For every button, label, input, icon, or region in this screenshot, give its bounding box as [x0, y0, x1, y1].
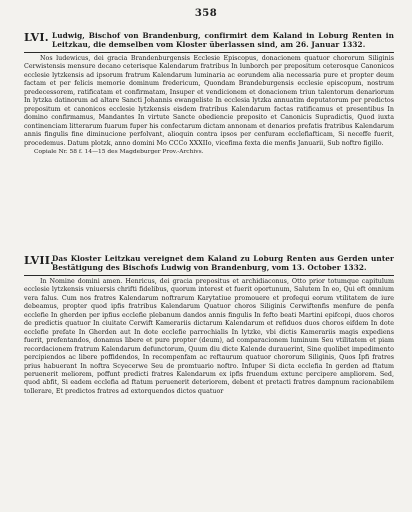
page-number: 358 — [194, 8, 218, 19]
charter-body: In Nomine domini amen. Henricus, dei gracia prepositus et archidiaconus, Otto prior totumque capitulum ecclesie lytzkensis vniuersis chrifti fidelibus, quorum interest et fuerit oportunum, Salutem In eo, Qui eft omnium vera falus. Cum nos fratres Kalendarum noftrarum Karytatiue promouere et profequi eorum vtilitatem de iure debeamus, propter quod ipfis fratribus Kalendarum Quatuor choros Siliginis Cerwiftenfis menfure de penfa ecclefie In gherden per ipfius ecclefie plebanum dandos annis fingulis In fefto beati Martini epifcopi, duos choros de predictis quatuor In ciuitate Cerwift Kamerariis dictarum Kalendarum et refiduos duos choros eifdem In dote ecclefie prefate In Gherden aut In dote ecclefie parrochialis In lytzke, vbi dictis Kamerariis magis expediens fuerit, prefentandos, donamus libere et pure propter (deum), ad comparacionem luminum Seu vtilitatem et piam recordacionem fratrum Kalendarum defunctorum, Quum diu dicte Kalende durauerint, Sine quolibet impedimento percipiendos ac libere poffidendos, In recompenfam ac reftaurum quatuor chororum Siliginis, Quos Ipfi fratres prius habuerant In noftra Scyecerwe Seu de promtuario noftro. Infuper Si dicta ecclefia In gerden ad ftatum peruenerit meliorem, poffunt predicti fratres Kalendarum ex ipfis fruendum extunc percipere ampliorem. Sed, quod abfit, Si eadem ecclefia ad ftatum peruenerit deteriorem, debent et pretacti fratres dampnum racionabilem tollerare, Et predictos fratres ad extorquendos dictos quatuor — [24, 278, 394, 395]
divider — [24, 275, 394, 276]
charter-lvii — [24, 254, 394, 396]
charter-heading: Ludwig, Bischof von Brandenburg, confirmirt dem Kaland in Loburg Renten in Leitzkau, die demselben vom Kloster überlassen sind, am 26. Januar 1332. — [52, 31, 394, 49]
source-citation: Copiale Nr. 58 f. 14—15 des Magdeburger Prov.-Archivs. — [34, 148, 204, 155]
charter-heading: Das Kloster Leitzkau vereignet dem Kaland zu Loburg Renten aus Gerden unter Bestätigung des Bischofs Ludwig von Brandenburg, vom 13. October 1332. — [52, 254, 394, 272]
divider — [24, 52, 394, 53]
charter-number: LVI. — [24, 31, 49, 44]
charter-number: LVII. — [24, 254, 55, 267]
charter-body: Nos ludewicus, dei gracia Brandenburgensis Ecclesie Episcopus, donacionem quatuor chororum Siliginis Cerwistensis mensure decano ceterisque Kalendarum fratribus In lunborch per prepositum ceterosque Canonicos ecclesie lytzkensis ad ipsorum fratrum Kalendarum luminaria ac eorundem alia necessaria pure et propter deum factam et per felicis memorie dominum fredericum, Quondam Brandeburgensis ecclesie episcopum, nostrum predecessorem, ratificatam et confirmatam, Insuper et vendicionem et donacionem triun talentorum denariorum In lytzka datinorum ad altare Sancti Johannis ewangeliste In ecclesia lytzka annuatim deputatorum per predictos prepositum et canonicos ecclesie lytzkensis eisdem fratribus Kalendarum factas ratificamus et presentibus In domino confirmamus, Mandantes In virtute Sancte obediencie preposito et Canonicis Supradictis, Quod iuxta continenciam litterarum fuarum fuper his confectarum dictam annonam et denarios prefatis fratribus Kalendarum annis fingulis fine diminucione perfolvant, alioquin contra ipsos per cenfuram ecclefiafticam, Si neceffe fuerit, procedemus. Datum plotzk, anno domini Mo CCCo XXXIIo, vicefima fexta die menfis Januarii, Sub noftro figillo. — [24, 55, 394, 147]
charter-lvi — [24, 31, 394, 156]
